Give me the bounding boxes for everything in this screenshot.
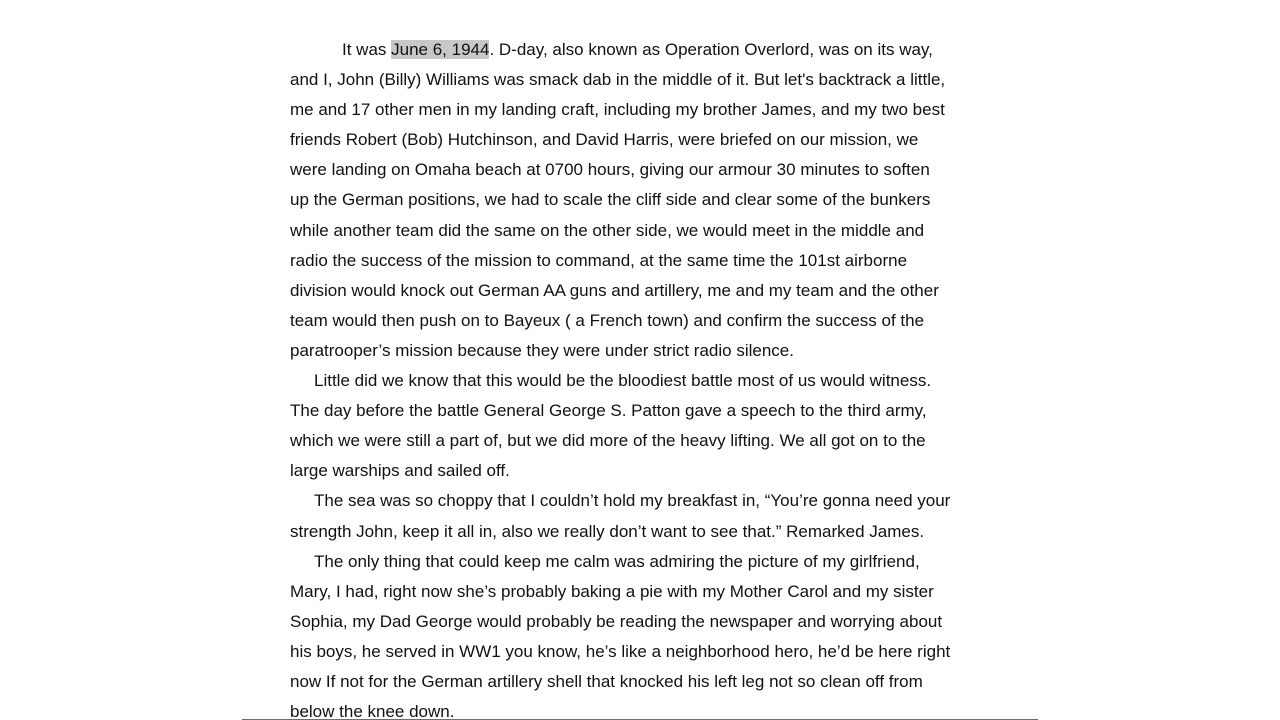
text-line[interactable]: The day before the battle General George S. Patton gave a speech to the third army, — [290, 401, 927, 421]
text-line[interactable]: Mary, I had, right now she’s probably baking a pie with my Mother Carol and my sister — [290, 581, 934, 601]
text-line[interactable]: The sea was so choppy that I couldn’t hold my breakfast in, “You’re gonna need your — [314, 491, 951, 511]
text-line[interactable]: his boys, he served in WW1 you know, he’s like a neighborhood hero, he’d be here right — [290, 641, 951, 661]
text-line[interactable]: Sophia, my Dad George would probably be reading the newspaper and worrying about — [290, 611, 943, 631]
text-line[interactable]: up the German positions, we had to scale the cliff side and clear some of the bunkers — [290, 190, 931, 210]
text-line[interactable]: strength John, keep it all in, also we really don’t want to see that.” Remarked James. — [290, 521, 925, 541]
text-line[interactable]: Little did we know that this would be the bloodiest battle most of us would witness. — [314, 371, 932, 391]
text-line[interactable] — [290, 35, 990, 65]
text-line[interactable]: The only thing that could keep me calm was admiring the picture of my girlfriend, — [314, 551, 920, 571]
text-run: It was — [342, 40, 392, 59]
text-line[interactable]: were landing on Omaha beach at 0700 hours, giving our armour 30 minutes to soften — [290, 160, 930, 180]
text-line[interactable]: while another team did the same on the other side, we would meet in the middle and — [290, 220, 925, 240]
text-line[interactable]: now If not for the German artillery shell that knocked his left leg not so clean off from — [290, 671, 923, 691]
text-run: . D-day, also known as Operation Overlord, was on its way, — [489, 40, 933, 59]
text-line[interactable]: paratrooper’s mission because they were under strict radio silence. — [290, 340, 794, 360]
text-line[interactable]: me and 17 other men in my landing craft, including my brother James, and my two best — [290, 100, 945, 120]
text-line[interactable]: which we were still a part of, but we did more of the heavy lifting. We all got on to the — [290, 431, 926, 451]
text-line[interactable]: radio the success of the mission to command, at the same time the 101st airborne — [290, 250, 908, 270]
text-line[interactable]: and I, John (Billy) Williams was smack dab in the middle of it. But let's backtrack a little, — [290, 70, 946, 90]
document-body — [290, 35, 990, 720]
text-line[interactable]: division would knock out German AA guns and artillery, me and my team and the other — [290, 280, 939, 300]
paragraph-3 — [290, 486, 990, 546]
text-selection-highlight[interactable]: June 6, 1944 — [391, 40, 490, 59]
document-page — [242, 0, 1038, 720]
paragraph-2 — [290, 366, 990, 486]
text-line[interactable]: team would then push on to Bayeux ( a French town) and confirm the success of the — [290, 310, 925, 330]
text-line[interactable]: friends Robert (Bob) Hutchinson, and David Harris, were briefed on our mission, we — [290, 130, 919, 150]
paragraph-1 — [290, 35, 990, 366]
text-line[interactable]: large warships and sailed off. — [290, 461, 510, 481]
text-line[interactable]: below the knee down. — [290, 702, 455, 720]
paragraph-4 — [290, 547, 990, 720]
